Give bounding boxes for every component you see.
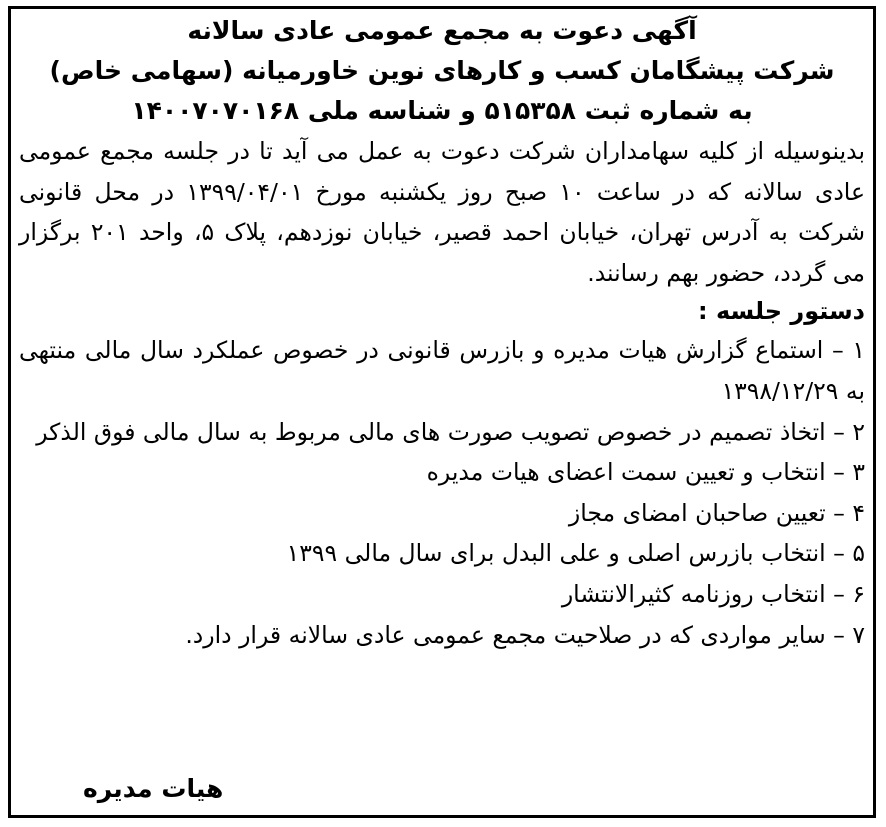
agenda-item-5: ۵ – انتخاب بازرس اصلی و علی البدل برای سال مالی ۱۳۹۹: [286, 539, 865, 568]
agenda-item-6: ۶ – انتخاب روزنامه کثیرالانتشار: [561, 579, 865, 608]
signature-board-of-directors: هیات مدیره: [83, 774, 224, 803]
registration-info: به شماره ثبت ۵۱۵۳۵۸ و شناسه ملی ۱۴۰۰۷۰۷۰۱۶۸: [131, 96, 753, 125]
agenda-item-7: ۷ – سایر مواردی که در صلاحیت مجمع عمومی عادی سالانه قرار دارد.: [185, 620, 865, 649]
invitation-paragraph: بدینوسیله از کلیه سهامداران شرکت دعوت به عمل می آید تا در جلسه مجمع عمومی عادی سالانه که در ساعت ۱۰ صبح روز یکشنبه مورخ ۱۳۹۹/۰۴/۰۱ در محل قانونی شرکت به آدرس تهران، خیابان احمد قصیر، خیابان نوزدهم، پلاک ۵، واحد ۲۰۱ برگزار می گردد، حضور بهم رسانند.: [19, 137, 866, 287]
agenda-item-2: ۲ – اتخاذ تصمیم در خصوص تصویب صورت های مالی مربوط به سال مالی فوق الذکر: [36, 417, 865, 446]
company-name: شرکت پیشگامان کسب و کارهای نوین خاورمیانه (سهامی خاص): [49, 56, 835, 85]
notice-box: [8, 6, 876, 818]
notice-header: [19, 11, 865, 131]
agenda-item-3: ۳ – انتخاب و تعیین سمت اعضای هیات مدیره: [426, 458, 865, 487]
notice-title: آگهی دعوت به مجمع عمومی عادی سالانه: [187, 16, 697, 45]
agenda-title: دستور جلسه :: [698, 297, 865, 326]
agenda-item-1: ۱ – استماع گزارش هیات مدیره و بازرس قانونی در خصوص عملکرد سال مالی منتهی به ۱۳۹۸/۱۲/۲۹: [19, 336, 865, 405]
agenda-item-4: ۴ – تعیین صاحبان امضای مجاز: [568, 498, 865, 527]
agenda-list: [19, 330, 865, 655]
